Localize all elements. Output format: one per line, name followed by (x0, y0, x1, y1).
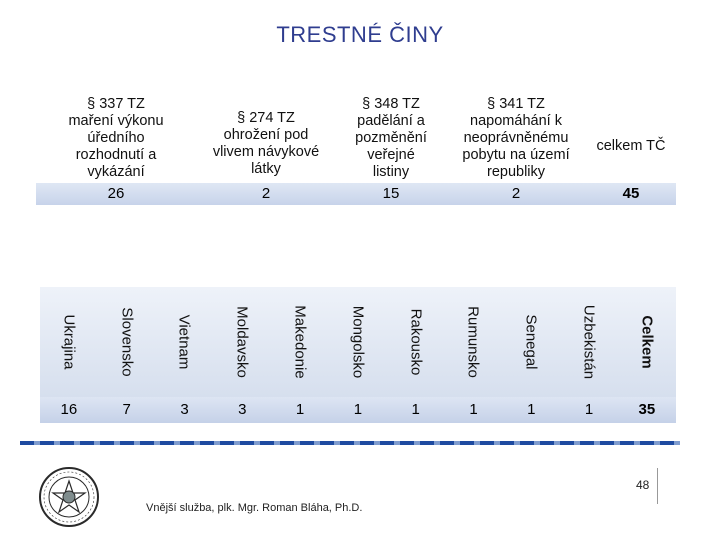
country-value: 1 (295, 401, 305, 418)
country-col-slovensko (98, 287, 156, 423)
country-name: Rakousko (407, 308, 425, 376)
country-col-ukrajina (40, 287, 98, 423)
country-col-vietnam (156, 287, 214, 423)
country-value: 1 (411, 401, 420, 418)
header-par-274: § 274 TZ ohrožení pod vlivem návykové látky (212, 110, 320, 177)
country-name: Ukrajina (60, 314, 78, 370)
country-value: 35 (638, 401, 656, 418)
country-col-makedonie (271, 287, 329, 423)
page-number-rule (657, 468, 658, 504)
country-value: 1 (469, 401, 478, 418)
country-name: Vietnam (175, 314, 193, 370)
country-name: Slovensko (118, 307, 136, 377)
crime-types-header-row (36, 96, 676, 181)
country-name: Celkem (638, 315, 656, 369)
country-name: Makedonie (291, 305, 309, 379)
country-col-mongolsko (329, 287, 387, 423)
country-name: Moldavsko (233, 306, 251, 378)
country-value: 7 (122, 401, 131, 418)
footer-divider (20, 441, 680, 445)
country-value: 3 (180, 401, 189, 418)
country-col-moldavsko (213, 287, 271, 423)
country-value: 1 (353, 401, 363, 418)
country-col-uzbekistan (560, 287, 618, 423)
footer-text: Vnější služba, plk. Mgr. Roman Bláha, Ph.D. (146, 502, 363, 514)
country-value: 3 (238, 401, 247, 418)
crime-types-table (36, 96, 676, 205)
country-name: Uzbekistán (580, 304, 598, 380)
country-value: 1 (527, 401, 536, 418)
header-par-341: § 341 TZ napomáhání k neoprávněnému pobytu na území republiky (462, 96, 570, 180)
country-name: Mongolsko (349, 305, 367, 379)
crime-types-values-row (36, 183, 676, 205)
country-name: Senegal (522, 314, 540, 370)
country-col-celkem (618, 287, 676, 423)
value-par-337: 26 (107, 185, 125, 202)
country-value: 16 (60, 401, 78, 418)
country-value: 1 (584, 401, 594, 418)
countries-table (40, 287, 676, 423)
page-number: 48 (636, 478, 650, 492)
page-title: TRESTNÉ ČINY (276, 22, 444, 47)
header-par-337: § 337 TZ maření výkonu úředního rozhodnutí a vykázání (68, 96, 164, 180)
header-par-348: § 348 TZ padělání a pozměnění veřejné listiny (355, 96, 427, 180)
country-name: Rumunsko (464, 306, 482, 378)
header-total: celkem TČ (596, 138, 666, 154)
police-emblem-icon (38, 466, 100, 528)
value-par-341: 2 (511, 185, 521, 202)
country-col-rumunsko (445, 287, 503, 423)
value-par-348: 15 (382, 185, 400, 202)
value-total: 45 (622, 185, 640, 202)
value-par-274: 2 (261, 185, 271, 202)
country-col-senegal (502, 287, 560, 423)
country-col-rakousko (387, 287, 445, 423)
